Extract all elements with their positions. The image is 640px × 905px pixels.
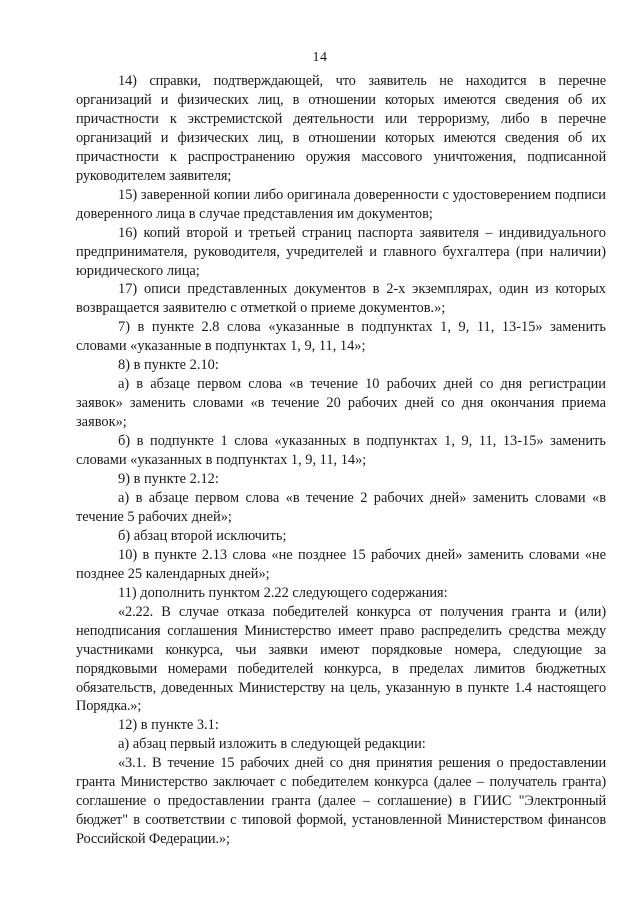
paragraph-item-14: 14) справки, подтверждающей, что заявитель не находится в перечне организаций и физических лиц, в отношении которых имеются сведения об их причастности к экстремистской деятельности или терроризму, либо в перечне организаций и физических лиц, в отношении которых имеются сведения об их причастности к распространению оружия массового уничтожения, подписанной руководителем заявителя;: [76, 73, 606, 184]
paragraph-amendment-8: 8) в пункте 2.10:: [118, 357, 219, 374]
paragraph-amendment-9a: а) в абзаце первом слова «в течение 2 рабочих дней» заменить словами «в течение 5 рабочих дней»;: [76, 489, 606, 525]
paragraph-amendment-7: 7) в пункте 2.8 слова «указанные в подпунктах 1, 9, 11, 13-15» заменить словами «указанные в подпунктах 1, 9, 11, 14»;: [76, 319, 606, 355]
paragraph-item-16: 16) копий второй и третьей страниц паспорта заявителя – индивидуального предпринимателя, руководителя, учредителей и главного бухгалтера (при наличии) юридического лица;: [76, 224, 606, 279]
paragraph-amendment-10: 10) в пункте 2.13 слова «не позднее 15 рабочих дней» заменить словами «не позднее 25 календарных дней»;: [76, 546, 606, 582]
paragraph-amendment-9b: б) абзац второй исключить;: [118, 527, 287, 544]
paragraph-amendment-12a: а) абзац первый изложить в следующей редакции:: [118, 736, 426, 753]
paragraph-item-15: 15) заверенной копии либо оригинала доверенности с удостоверением подписи доверенного лица в случае представления им документов;: [76, 186, 606, 222]
document-body: [76, 72, 606, 849]
paragraph-clause-2-22: «2.22. В случае отказа победителей конкурса от получения гранта и (или) неподписания соглашения Министерство имеет право распределить средства между участниками конкурса, чьи заявки имеют порядковые номера, следующие за порядковыми номерами победителей конкурса, в пределах лимитов бюджетных обязательств, доведенных Министерству на цель, указанную в пункте 1.4 настоящего Порядка.»;: [76, 603, 606, 715]
paragraph-amendment-11: 11) дополнить пунктом 2.22 следующего содержания:: [118, 584, 448, 601]
paragraph-amendment-9: 9) в пункте 2.12:: [118, 471, 219, 488]
page-number: 14: [312, 50, 328, 65]
paragraph-item-17: 17) описи представленных документов в 2-х экземплярах, один из которых возвращается заявителю с отметкой о приеме документов.»;: [76, 281, 606, 317]
paragraph-amendment-8a: а) в абзаце первом слова «в течение 10 рабочих дней со дня регистрации заявок» заменить словами «в течение 20 рабочих дней со дня окончания приема заявок»;: [76, 376, 606, 431]
paragraph-clause-3-1: «3.1. В течение 15 рабочих дней со дня принятия решения о предоставлении гранта Министерство заключает с победителем конкурса (далее – получатель гранта) соглашение о предоставлении гранта (далее – соглашение) в ГИИС "Электронный бюджет" в соответствии с типовой формой, установленной Министерством финансов Российской Федерации.»;: [76, 755, 606, 848]
paragraph-amendment-12: 12) в пункте 3.1:: [118, 717, 219, 734]
paragraph-amendment-8b: б) в подпункте 1 слова «указанных в подпунктах 1, 9, 11, 13-15» заменить словами «указанных в подпунктах 1, 9, 11, 14»;: [76, 433, 606, 469]
